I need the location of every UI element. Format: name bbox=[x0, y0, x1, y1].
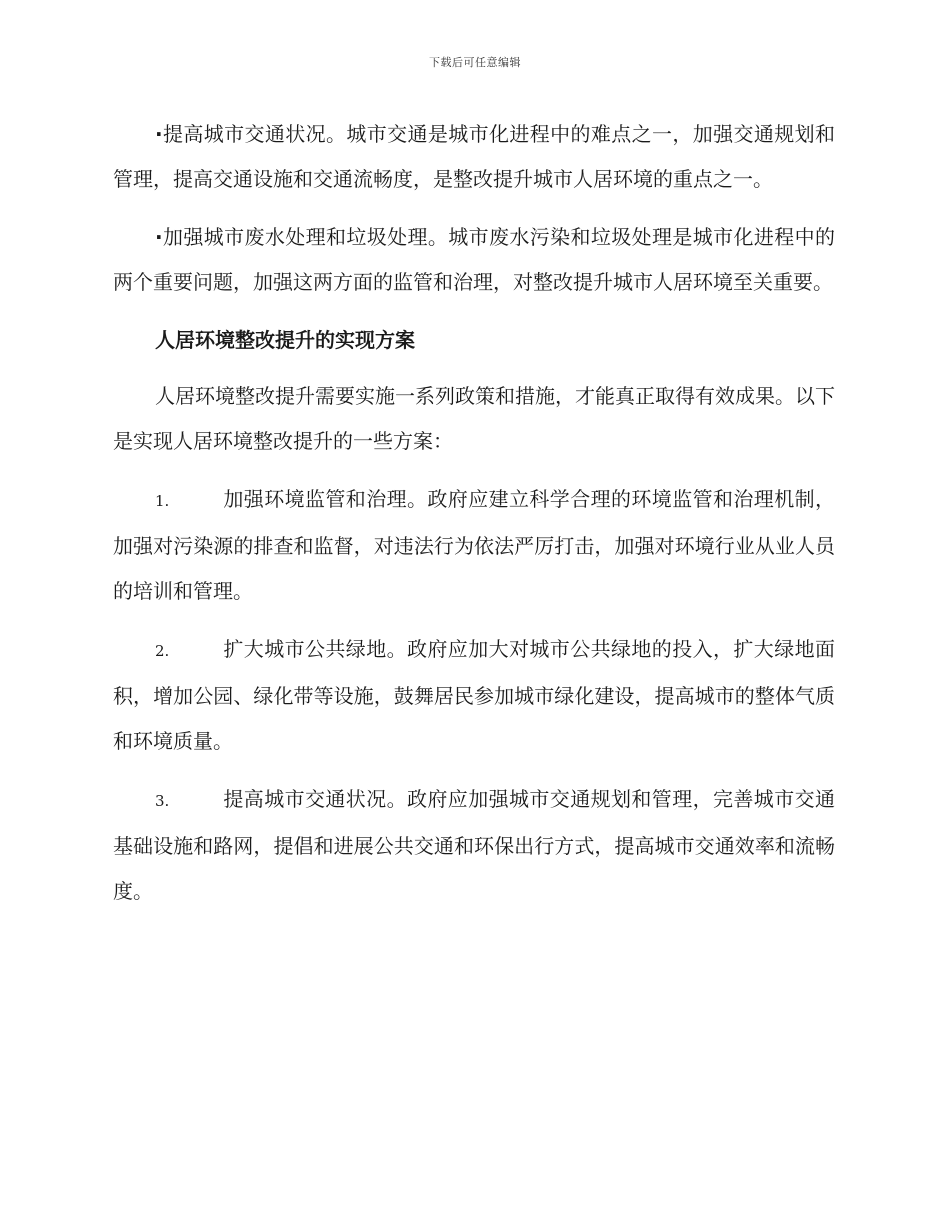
bullet-paragraph-traffic bbox=[113, 112, 835, 202]
header-note: 下载后可任意编辑 bbox=[429, 56, 521, 69]
bullet-marker: · bbox=[155, 122, 163, 146]
item-number: 3. bbox=[155, 792, 170, 810]
item-number: 2. bbox=[155, 642, 170, 660]
item-text: 提高城市交通状况。政府应加强城市交通规划和管理，完善城市交通基础设施和路网，提倡和进展公共交通和环保出行方式，提高城市交通效率和流畅度。 bbox=[113, 787, 835, 903]
bullet-marker: · bbox=[155, 225, 163, 249]
bullet-paragraph-wastewater bbox=[113, 215, 835, 305]
item-text: 扩大城市公共绿地。政府应加大对城市公共绿地的投入，扩大绿地面积，增加公园、绿化带等设施，鼓舞居民参加城市绿化建设，提高城市的整体气质和环境质量。 bbox=[113, 637, 835, 753]
intro-paragraph: 人居环境整改提升需要实施一系列政策和措施，才能真正取得有效成果。以下是实现人居环境整改提升的一些方案： bbox=[113, 384, 835, 453]
item-text: 加强环境监管和治理。政府应建立科学合理的环境监管和治理机制，加强对污染源的排查和监督，对违法行为依法严厉打击，加强对环境行业从业人员的培训和管理。 bbox=[113, 487, 835, 603]
document-body bbox=[113, 112, 835, 927]
numbered-item-2 bbox=[113, 627, 835, 764]
bullet-text: 提高城市交通状况。城市交通是城市化进程中的难点之一，加强交通规划和管理，提高交通设施和交通流畅度，是整改提升城市人居环境的重点之一。 bbox=[113, 122, 835, 191]
bullet-text: 加强城市废水处理和垃圾处理。城市废水污染和垃圾处理是城市化进程中的两个重要问题，加强这两方面的监管和治理，对整改提升城市人居环境至关重要。 bbox=[113, 225, 835, 294]
item-number: 1. bbox=[155, 492, 170, 510]
numbered-item-1 bbox=[113, 477, 835, 614]
numbered-item-3 bbox=[113, 777, 835, 914]
section-heading: 人居环境整改提升的实现方案 bbox=[155, 328, 415, 352]
